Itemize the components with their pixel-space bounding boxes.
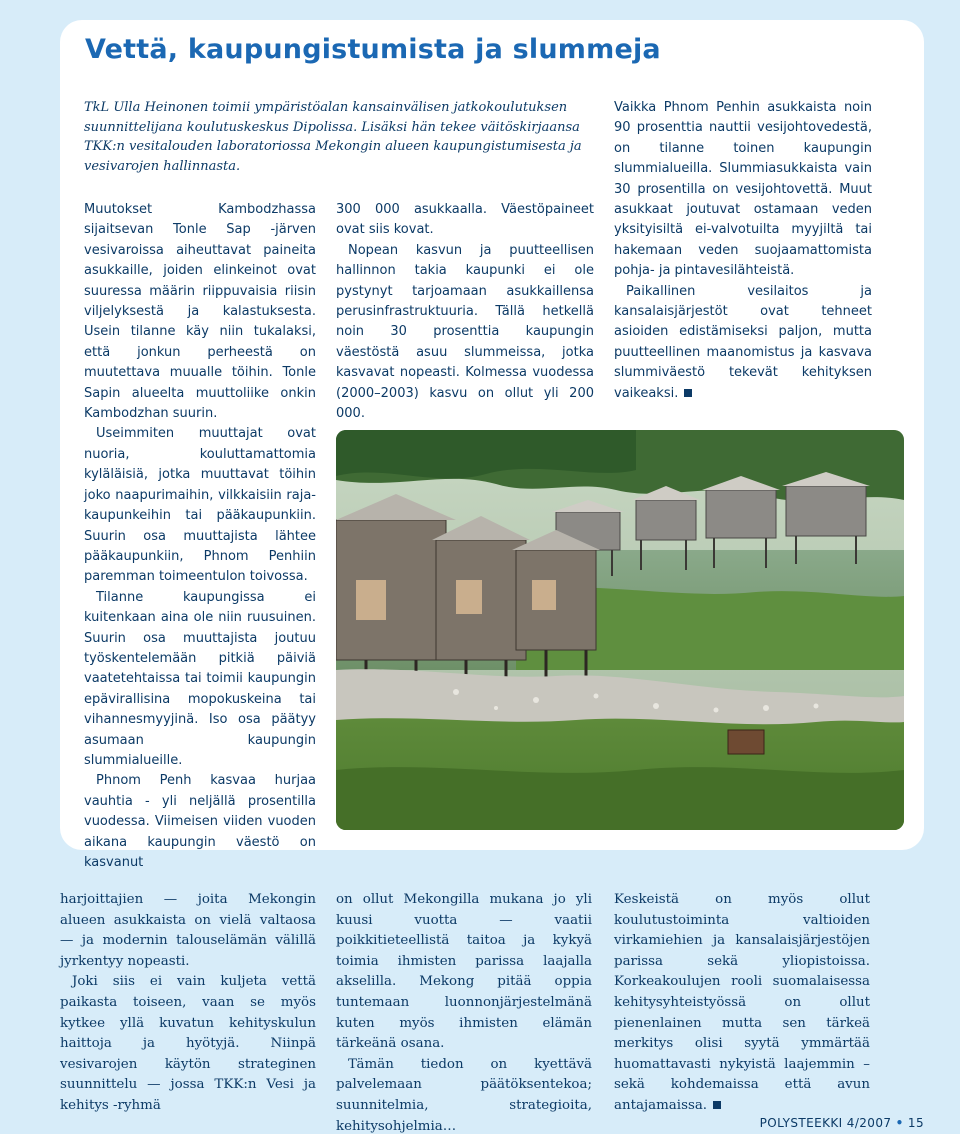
article-column-3 (614, 98, 872, 404)
paragraph: on ollut Mekongilla mukana jo yli kuusi vuotta — vaatii poikkitieteellistä taitoa ja kykyä toimia ihmisten parissa laajalla akselilla. Mekong pitää oppia tuntemaan luonnonjärjestelmänä kuten myös ihmisten elämän tärkeänä osana. (336, 892, 592, 1052)
page-footer (700, 1116, 924, 1130)
bottom-column-1 (60, 890, 316, 1117)
paragraph: Vaikka Phnom Penhin asukkaista noin 90 prosenttia nauttii vesijohtovedestä, on tilanne toinen kaupungin slummialueilla. Slummiasukkaista vain 30 prosentilla on vesijohtovettä. Muut asukkaat joutuvat ostamaan veden yksityisiltä ei-valvotuilta myyjiltä tai hakemaan veden suojaamattomista pohja- ja pintavesilähteistä. (614, 100, 872, 279)
paragraph-text: Keskeistä on myös ollut koulutustoiminta valtioiden virkamiehien ja kansalaisjärjestöjen parissa sekä yliopistoissa. Korkeakoulujen rooli suomalaisessa kehitysyhteistyössä on ollut pienenlainen mutta sen tärkeä merkitys olisi syytä ymmärtää huomattavasti nykyistä laajemmin – sekä kohdemaissa että avun antajamaissa. (614, 892, 870, 1113)
paragraph (614, 890, 870, 1117)
bottom-column-2 (336, 890, 592, 1134)
article-column-1 (84, 200, 316, 873)
paragraph-text: Paikallinen vesilaitos ja kansalaisjärjestöt ovat tehneet asioiden edistämiseksi paljon, mutta puutteellinen maanomistus ja kasvava slummiväestö tekevät kehityksen vaikeaksi. (614, 283, 872, 401)
page-number: 15 (907, 1116, 924, 1130)
slum-photo-icon (336, 430, 904, 830)
article-title: Vettä, kaupungistumista ja slummeja (85, 34, 661, 65)
article-column-2 (336, 200, 594, 424)
paragraph: Joki siis ei vain kuljeta vettä paikasta toiseen, vaan se myös kytkee yllä kuvatun kehityskulun haittoja ja hyötyjä. Niinpä vesivarojen käytön strateginen suunnittelu — jossa TKK:n Vesi ja kehitys -ryhmä (60, 974, 316, 1113)
article-intro: TkL Ulla Heinonen toimii ympäristöalan kansainvälisen jatkokoulutuksen suunnittelijana koulutuskeskus Dipolissa. Lisäksi hän tekee väitöskirjaansa TKK:n vesitalouden laboratoriossa Mekongin alueen kaupungistumisesta ja vesivarojen hallinnasta. (84, 100, 582, 174)
paragraph: Muutokset Kambodzhassa sijaitsevan Tonle Sap -järven vesivaroissa aiheuttavat paineita asukkaille, joiden elinkeinot ovat suuressa määrin riippuvaisia riisin viljelyksestä ja kalastuksesta. Usein tilanne käy niin tukalaksi, että jonkun perheestä on muutettava muualle töihin. Tonle Sapin alueelta muuttoliike onkin Kambodzhan suurin. (84, 202, 316, 422)
magazine-issue: POLYSTEEKKI 4/2007 (759, 1116, 892, 1130)
footer-separator: • (895, 1116, 904, 1130)
end-mark-icon (713, 1101, 721, 1109)
paragraph (614, 282, 872, 404)
end-mark-icon (684, 389, 692, 397)
paragraph: harjoittajien — joita Mekongin alueen asukkaista on vielä valtaosa — ja modernin talouselämän välillä jyrkentyy nopeasti. (60, 892, 316, 969)
paragraph: 300 000 asukkaalla. Väestöpaineet ovat siis kovat. (336, 202, 594, 238)
bottom-column-3 (614, 890, 870, 1117)
paragraph: Useimmiten muuttajat ovat nuoria, kouluttamattomia kyläläisiä, jotka muuttavat töihin joko naapurimaihin, vilkkaisiin raja-kaupunkeihin tai pääkaupunkiin. Suurin osa muuttajista lähtee pääkaupunkiin, Phnom Penhiin paremman toimeentulon toivossa. (84, 426, 316, 585)
paragraph: Nopean kasvun ja puutteellisen hallinnon takia kaupunki ei ole pystynyt tarjoamaan asukkaillensa perusinfrastruktuuria. Tällä hetkellä noin 30 prosenttia kaupungin väestöstä asuu slummeissa, jotka kasvavat nopeasti. Kolmessa vuodessa (2000–2003) kasvu on ollut yli 200 000. (336, 242, 594, 422)
paragraph: Tilanne kaupungissa ei kuitenkaan aina ole niin ruusuinen. Suurin osa muuttajista joutuu työskentelemään pitkiä päiviä vaatetehtaissa tai toimii kaupungin epävirallisina mopokuskeina tai vihannesmyyjinä. Iso osa päätyy asumaan kaupungin slummialueille. (84, 589, 316, 768)
slum-photo-drawing (336, 430, 904, 830)
paragraph: Tämän tiedon on kyettävä palvelemaan päätöksentekoa; suunnitelmia, strategioita, kehitysohjelmia… (336, 1056, 592, 1134)
paragraph: Phnom Penh kasvaa hurjaa vauhtia - yli neljällä prosentilla vuodessa. Viimeisen viiden vuoden aikana kaupungin väestö on kasvanut (84, 773, 316, 870)
